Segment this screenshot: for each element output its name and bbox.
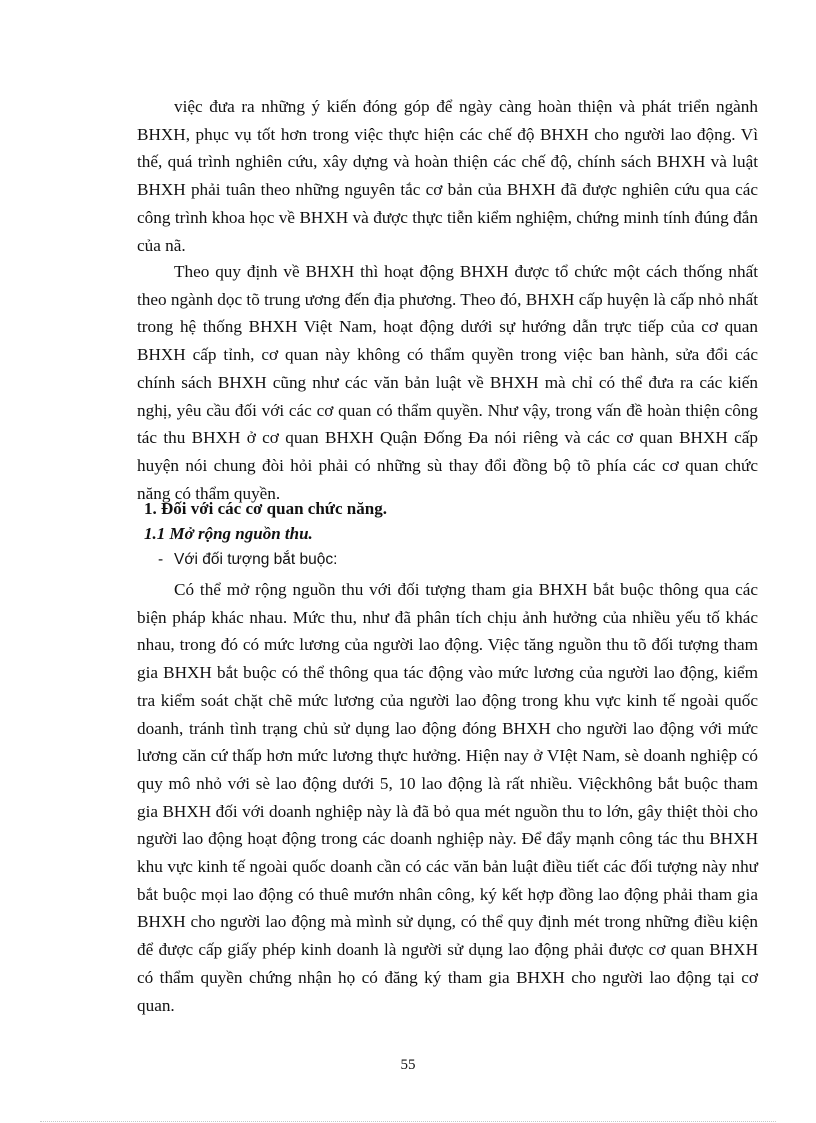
bullet-item: [158, 551, 337, 569]
paragraph-intro: việc đưa ra những ý kiến đóng góp để ngày càng hoàn thiện và phát triển ngành BHXH, phục vụ tốt hơn trong việc thực hiện các chế độ BHXH cho người lao động. Vì thế, quá trình nghiên cứu, xây dựng và hoàn thiện các chế độ, chính sách BHXH và luật BHXH phải tuân theo những nguyên tắc cơ bản của BHXH đã được nghiên cứu qua các công trình khoa học về BHXH và được thực tiễn kiểm nghiệm, chứng minh tính đúng đắn của nã.: [137, 97, 758, 255]
paragraph-organization: Theo quy định về BHXH thì hoạt động BHXH được tổ chức một cách thống nhất theo ngành dọc tõ trung ương đến địa phương. Theo đó, BHXH cấp huyện là cấp nhỏ nhất trong hệ thống BHXH Việt Nam, hoạt động dưới sự hướng dẫn trực tiếp của cơ quan BHXH cấp tỉnh, cơ quan này không có thẩm quyền trong việc ban hành, sửa đổi các chính sách BHXH cũng như các văn bản luật về BHXH mà chỉ có thể đưa ra các kiến nghị, yêu cầu đối với các cơ quan có thẩm quyền. Như vậy, trong vấn đề hoàn thiện công tác thu BHXH ở cơ quan BHXH Quận Đống Đa nói riêng và các cơ quan BHXH cấp huyện nói chung đòi hỏi phải có những sù thay đổi đồng bộ tõ phía các cơ quan chức năng có thẩm quyền.: [137, 262, 758, 503]
subsection-heading: 1.1 Mở rộng nguồn thu.: [144, 524, 313, 543]
paragraph-revenue-expansion: Có thể mở rộng nguồn thu với đối tượng tham gia BHXH bắt buộc thông qua các biện pháp khác nhau. Mức thu, như đã phân tích chịu ảnh hưởng của nhiều yếu tố khác nhau, trong đó có mức lương của người lao động. Việc tăng nguồn thu tõ đối tượng tham gia BHXH bắt buộc có thể thông qua tác động vào mức lương của người lao động, kiểm tra kiểm soát chặt chẽ mức lương của người lao động trong khu vực kinh tế ngoài quốc doanh, tránh tình trạng chủ sử dụng lao động đóng BHXH cho người lao động với mức lương căn cứ thấp hơn mức lương thực hưởng. Hiện nay ở VIệt Nam, sè doanh nghiệp có quy mô nhỏ với sè lao động dưới 5, 10 lao động là rất nhiều. Việckhông bắt buộc tham gia BHXH đối với doanh nghiệp này là đã bỏ qua mét nguồn thu to lớn, gây thiệt thòi cho người lao động hoạt động trong các doanh nghiệp này. Để đẩy mạnh công tác thu BHXH khu vực kinh tế ngoài quốc doanh cần có các văn bản luật điều tiết các đối tượng này như bắt buộc mọi lao động có thuê mướn nhân công, ký kết hợp đồng lao động phải tham gia BHXH cho người lao động mà mình sử dụng, có thể quy định mét trong những điều kiện để được cấp giấy phép kinh doanh là người sử dụng lao động phải được cơ quan BHXH có thẩm quyền chứng nhận họ có đăng ký tham gia BHXH cho người lao động tại cơ quan.: [137, 580, 758, 1015]
page-number: 55: [400, 1057, 416, 1073]
bullet-dash: -: [158, 551, 164, 568]
section-heading: 1. Đối với các cơ quan chức năng.: [144, 499, 387, 518]
bullet-text: Với đối tượng bắt buộc:: [174, 551, 338, 568]
page-bottom-rule: [40, 1121, 776, 1122]
